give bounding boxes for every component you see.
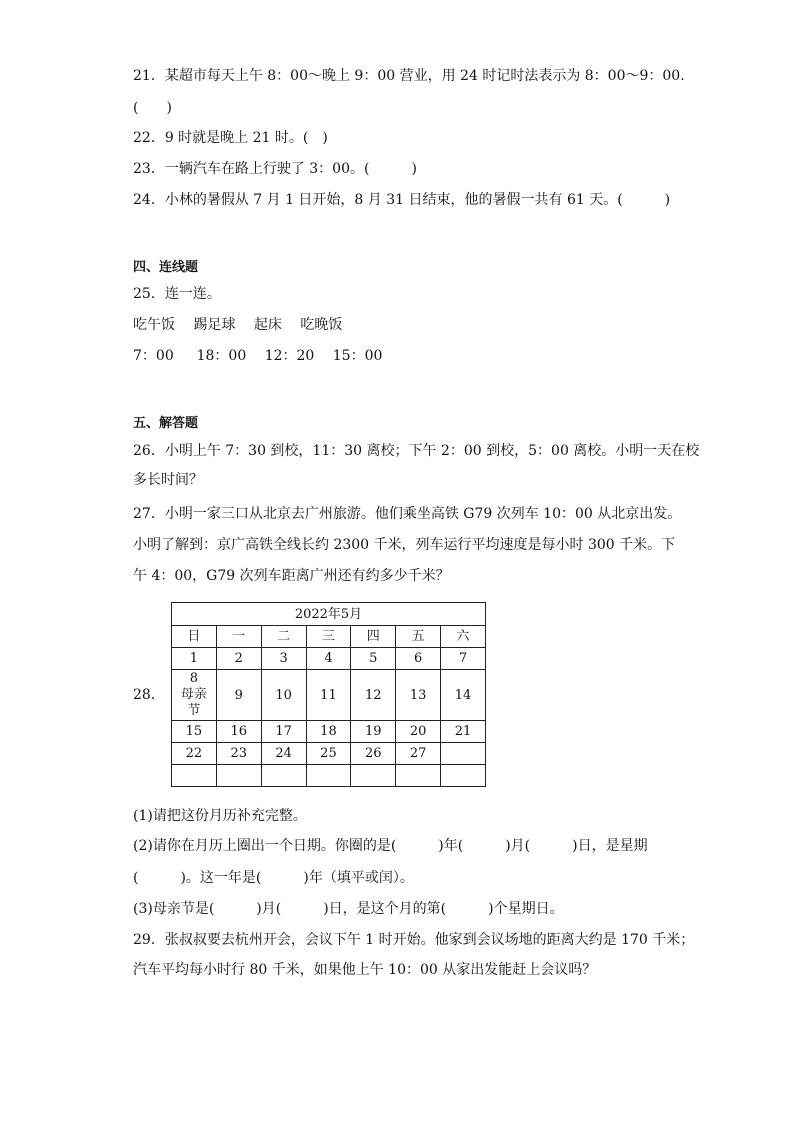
q28-sub2-line2: ( )。这一年是( )年（填平或闰）。	[133, 870, 414, 886]
calendar-day: 15	[172, 721, 217, 743]
calendar-day: 5	[351, 648, 396, 670]
calendar-day-empty	[216, 765, 261, 787]
calendar-day-empty	[441, 765, 486, 787]
calendar-day: 10	[261, 670, 306, 721]
calendar-day: 3	[261, 648, 306, 670]
q21-text: 21．某超市每天上午 8：00～晚上 9：00 营业，用 24 时记时法表示为 8：00～9：00.	[133, 68, 685, 84]
calendar-day: 16	[216, 721, 261, 743]
calendar-day: 19	[351, 721, 396, 743]
q28-sub3: (3)母亲节是( )月( )日，是这个月的第( )个星期日。	[133, 901, 564, 917]
calendar-day-empty	[172, 765, 217, 787]
calendar-day: 25	[306, 743, 351, 765]
weekday-header: 六	[441, 626, 486, 648]
calendar-day-mothers-day	[172, 670, 217, 721]
calendar-day: 27	[396, 743, 441, 765]
calendar-day: 26	[351, 743, 396, 765]
q25-times: 7：00 18：00 12：20 15：00	[133, 348, 383, 364]
weekday-header: 日	[172, 626, 217, 648]
q21-answer-blank: ( )	[133, 100, 172, 116]
weekday-header: 二	[261, 626, 306, 648]
calendar-day: 24	[261, 743, 306, 765]
calendar-day: 4	[306, 648, 351, 670]
calendar-day: 12	[351, 670, 396, 721]
calendar-day-empty	[306, 765, 351, 787]
section-4-heading: 四、连线题	[133, 260, 199, 275]
q29-text-line1: 29．张叔叔要去杭州开会，会议下午 1 时开始。他家到会议场地的距离大约是 170 千米；	[133, 932, 695, 948]
weekday-header: 一	[216, 626, 261, 648]
q25-text: 25．连一连。	[133, 286, 221, 302]
section-5-heading: 五、解答题	[133, 416, 199, 431]
q22-text: 22．9 时就是晚上 21 时。( )	[133, 130, 328, 146]
calendar-table	[171, 602, 486, 787]
q26-text-line1: 26．小明上午 7：30 到校，11：30 离校；下午 2：00 到校，5：00 离校。小明一天在校	[133, 443, 700, 459]
q23-text: 23．一辆汽车在路上行驶了 3：00。( )	[133, 161, 417, 177]
mothers-day-note: 母亲	[180, 687, 207, 702]
weekday-header: 三	[306, 626, 351, 648]
calendar-day-empty	[351, 765, 396, 787]
calendar-day: 14	[441, 670, 486, 721]
calendar-day: 23	[216, 743, 261, 765]
q28-label: 28．	[133, 687, 165, 703]
calendar-day: 17	[261, 721, 306, 743]
q24-text: 24．小林的暑假从 7 月 1 日开始，8 月 31 日结束，他的暑假一共有 61 天。( )	[133, 192, 671, 208]
calendar-day: 6	[396, 648, 441, 670]
calendar-day: 13	[396, 670, 441, 721]
q26-text-line2: 多长时间？	[133, 472, 203, 488]
q27-text-line3: 午 4：00，G79 次列车距离广州还有约多少千米？	[133, 568, 450, 584]
calendar-day: 11	[306, 670, 351, 721]
calendar-day: 1	[172, 648, 217, 670]
weekday-header: 五	[396, 626, 441, 648]
q28-sub2-line1: (2)请你在月历上圈出一个日期。你圈的是( )年( )月( )日，是星期	[133, 838, 648, 854]
calendar-day-empty	[441, 743, 486, 765]
calendar-day: 22	[172, 743, 217, 765]
weekday-header: 四	[351, 626, 396, 648]
mothers-day-note: 节	[187, 703, 201, 718]
calendar-title: 2022年5月	[172, 603, 486, 626]
q27-text-line2: 小明了解到：京广高铁全线长约 2300 千米，列车运行平均速度是每小时 300 千米。下	[133, 537, 676, 553]
q27-text-line1: 27．小明一家三口从北京去广州旅游。他们乘坐高铁 G79 次列车 10：00 从北京出发。	[133, 506, 682, 522]
q28-sub1: (1)请把这份月历补充完整。	[133, 808, 307, 824]
calendar-day: 21	[441, 721, 486, 743]
calendar-day-number: 8	[189, 671, 199, 686]
calendar-day: 2	[216, 648, 261, 670]
calendar-day: 18	[306, 721, 351, 743]
calendar-day: 7	[441, 648, 486, 670]
q29-text-line2: 汽车平均每小时行 80 千米，如果他上午 10：00 从家出发能赶上会议吗？	[133, 962, 597, 978]
calendar-day: 20	[396, 721, 441, 743]
calendar-day-empty	[261, 765, 306, 787]
calendar-day-empty	[396, 765, 441, 787]
q25-activities: 吃午饭 踢足球 起床 吃晚饭	[133, 317, 343, 333]
calendar-day: 9	[216, 670, 261, 721]
